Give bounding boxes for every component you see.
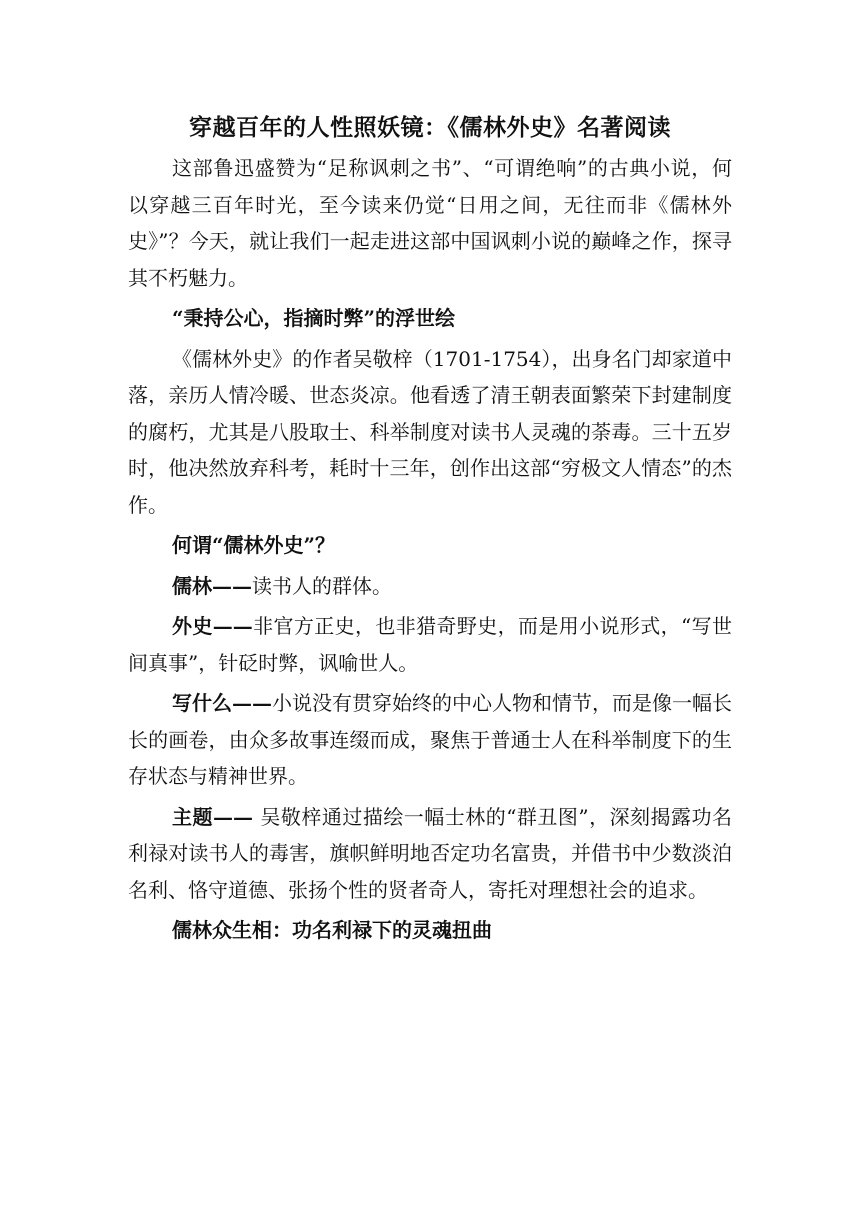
definition-term: 写什么—— (172, 691, 272, 715)
intro-paragraph: 这部鲁迅盛赞为“足称讽刺之书”、“可谓绝响”的古典小说，何以穿越三百年时光，至今读来仍觉“日用之间，无往而非《儒林外史》”？今天，就让我们一起走进这部中国讽刺小说的巅峰之作，探寻其不朽魅力。 (128, 156, 732, 290)
definition-text: 小说没有贯穿始终的中心人物和情节，而是像一幅长长的画卷，由众多故事连缀而成，聚焦于普通士人在科举制度下的生存状态与精神世界。 (128, 691, 732, 788)
definition-term: 主题—— (172, 804, 261, 829)
definition-item-theme (128, 799, 732, 909)
definition-term: 儒林—— (172, 573, 252, 598)
definition-item-rulin (128, 568, 732, 605)
definition-text: 非官方正史，也非猎奇野史，而是用小说形式，“写世间真事”，针砭时弊，讽喻世人。 (128, 614, 733, 675)
document-body (128, 110, 732, 953)
definition-item-waishi (128, 608, 732, 681)
document-title: 穿越百年的人性照妖镜：《儒林外史》名著阅读 (189, 114, 671, 141)
definition-text: 吴敬梓通过描绘一幅士林的“群丑图”，深刻揭露功名利禄对读书人的毒害，旗帜鲜明地否定功名富贵，并借书中少数淡泊名利、恪守道德、张扬个性的贤者奇人，寄托对理想社会的追求。 (128, 804, 732, 902)
section-heading-author: “秉持公心，指摘时弊”的浮世绘 (172, 306, 456, 330)
definition-text: 读书人的群体。 (252, 573, 392, 598)
definition-item-content (128, 685, 732, 795)
author-paragraph: 《儒林外史》的作者吴敬梓（1701-1754），出身名门却家道中落，亲历人情冷暖、世态炎凉。他看透了清王朝表面繁荣下封建制度的腐朽，尤其是八股取士、科举制度对读书人灵魂的荼毒。三十五岁时，他决然放弃科考，耗时十三年，创作出这部“穷极文人情态”的杰作。 (128, 346, 732, 517)
definition-term: 外史—— (172, 614, 253, 638)
section-heading-characters: 儒林众生相：功名利禄下的灵魂扭曲 (172, 918, 492, 942)
section-heading-meaning: 何谓“儒林外史”？ (172, 533, 336, 557)
